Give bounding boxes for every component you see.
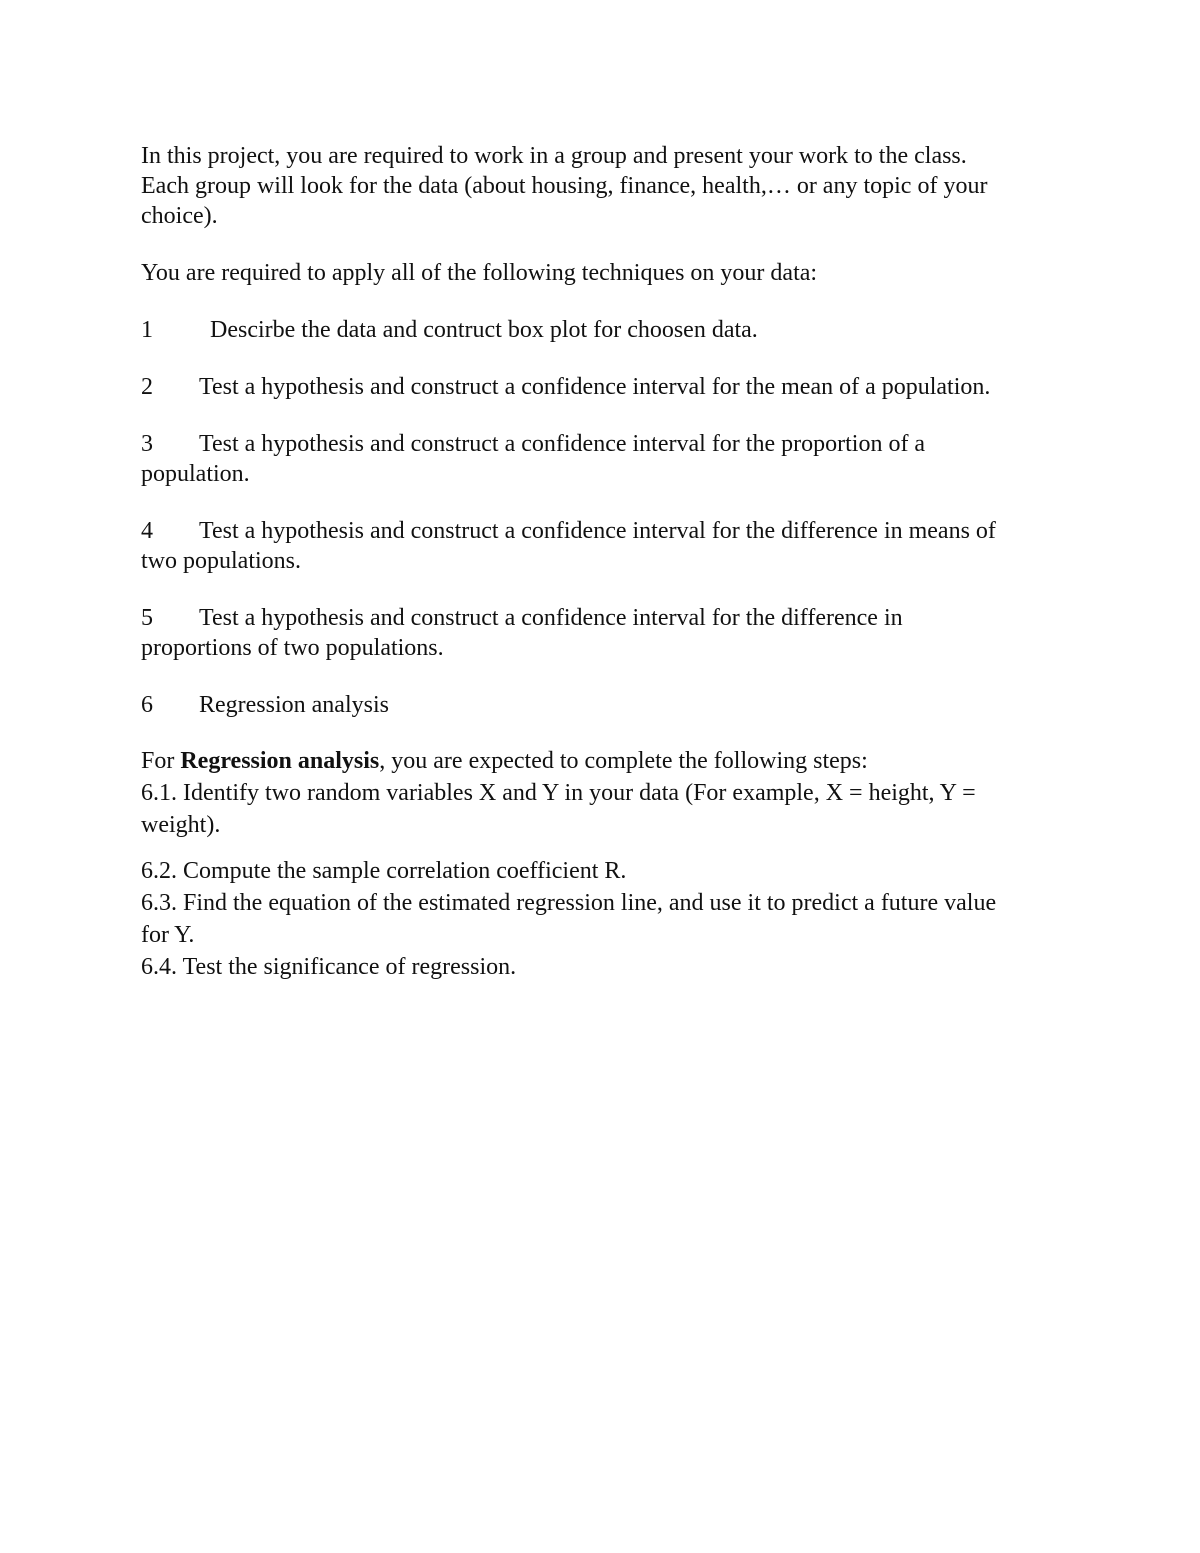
list-item-text: Test a hypothesis and construct a confidence interval for the mean of a population. — [199, 374, 991, 400]
list-item-2 — [141, 372, 1071, 402]
regression-step-6-2 — [141, 855, 1071, 887]
intro-paragraph — [141, 141, 1071, 231]
list-item-text: Test a hypothesis and construct a confidence interval for the proportion of a — [199, 431, 926, 457]
step-continuation: for Y. — [141, 922, 195, 948]
list-item-6 — [141, 690, 1071, 720]
list-item-number: 4 — [141, 518, 153, 544]
step-text: 6.4. Test the significance of regression. — [141, 954, 517, 980]
step-text: 6.3. Find the equation of the estimated regression line, and use it to predict a future value — [141, 890, 997, 916]
list-item-text: Test a hypothesis and construct a confidence interval for the difference in means of — [199, 518, 996, 544]
list-item-5 — [141, 603, 1071, 663]
list-item-continuation: proportions of two populations. — [141, 635, 444, 661]
regression-suffix: , you are expected to complete the following steps: — [379, 748, 868, 774]
list-item-1 — [141, 315, 1071, 345]
regression-bold-label: Regression analysis — [180, 748, 380, 774]
list-item-text: Descirbe the data and contruct box plot for choosen data. — [210, 317, 758, 343]
regression-step-6-3 — [141, 887, 1071, 951]
list-item-text: Test a hypothesis and construct a confidence interval for the difference in — [199, 605, 903, 631]
step-text: 6.2. Compute the sample correlation coefficient R. — [141, 858, 627, 884]
regression-step-6-1 — [141, 777, 1071, 841]
list-item-continuation: two populations. — [141, 548, 301, 574]
list-item-4 — [141, 516, 1071, 576]
intro-line-1: In this project, you are required to work in a group and present your work to the class. — [141, 143, 967, 169]
list-item-3 — [141, 429, 1071, 489]
list-item-number: 5 — [141, 605, 153, 631]
intro-line-3: choice). — [141, 203, 218, 229]
list-item-number: 1 — [141, 317, 153, 343]
document-page — [141, 141, 1071, 983]
regression-step-6-4 — [141, 951, 1071, 983]
step-text: 6.1. Identify two random variables X and Y in your data (For example, X = height, Y = — [141, 780, 976, 806]
requirement-sentence: You are required to apply all of the following techniques on your data: — [141, 260, 818, 286]
regression-prefix: For — [141, 748, 181, 774]
list-item-continuation: population. — [141, 461, 250, 487]
list-item-number: 2 — [141, 374, 153, 400]
regression-intro — [141, 745, 1071, 777]
list-item-number: 6 — [141, 692, 153, 718]
step-continuation: weight). — [141, 812, 221, 838]
list-item-text: Regression analysis — [199, 692, 389, 718]
list-item-number: 3 — [141, 431, 153, 457]
intro-line-2: Each group will look for the data (about housing, finance, health,… or any topic of your — [141, 173, 988, 199]
